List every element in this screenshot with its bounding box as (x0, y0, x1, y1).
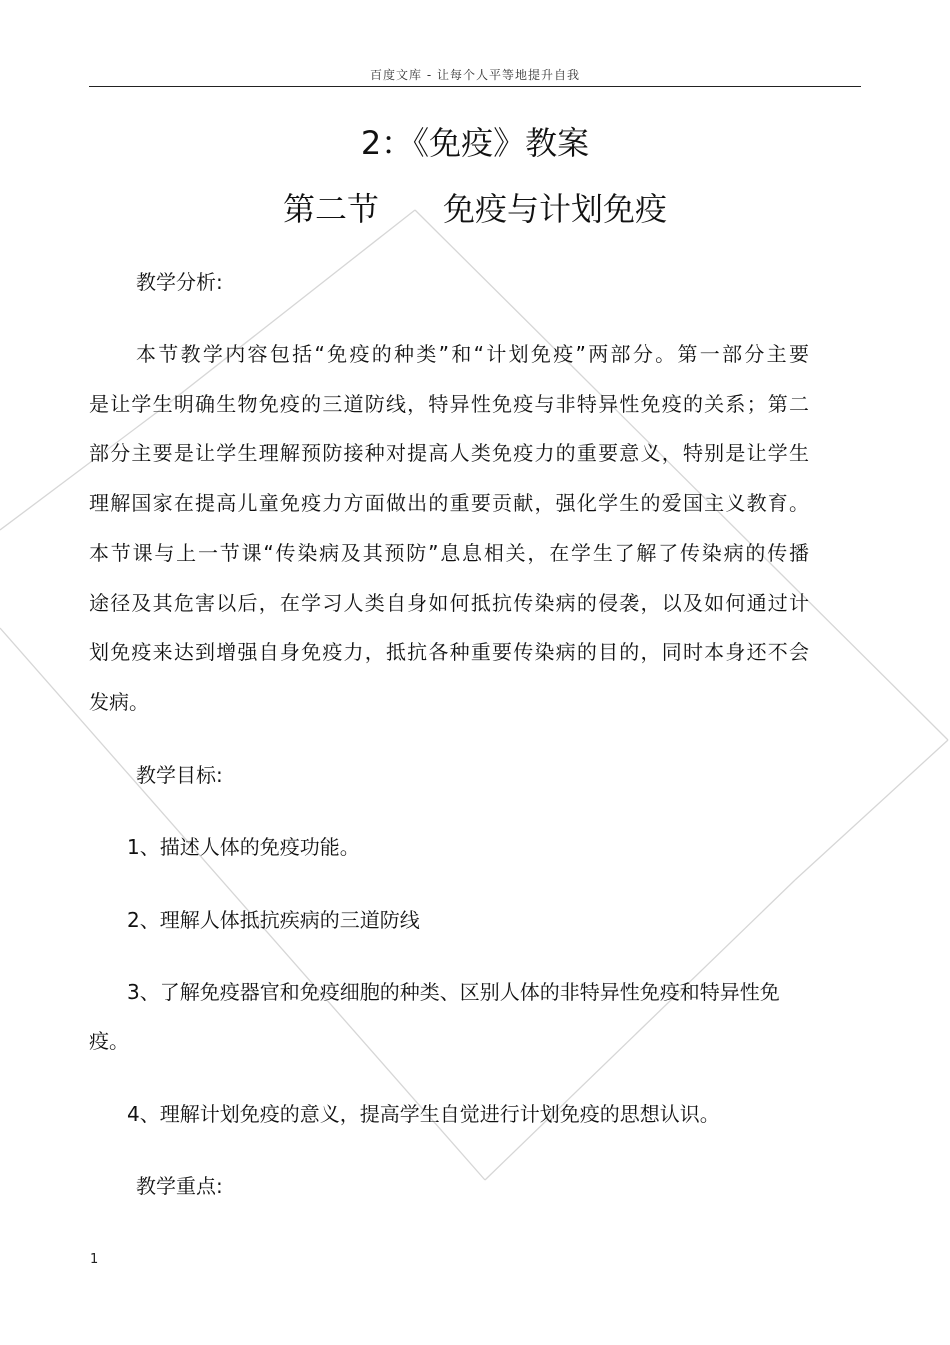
objectives-heading: 教学目标: (136, 763, 223, 787)
analysis-line-5: 本节课与上一节课“传染病及其预防”息息相关，在学生了解了传染病的传播 (89, 541, 809, 565)
objective-item-1: 1、描述人体的免疫功能。 (127, 835, 360, 859)
analysis-line-8: 发病。 (89, 690, 149, 714)
header-divider (89, 86, 861, 87)
document-title: 2：《免疫》教案 (360, 124, 590, 162)
page-number: 1 (90, 1252, 99, 1267)
analysis-line-7: 划免疫来达到增强自身免疫力，抵抗各种重要传染病的目的，同时本身还不会 (89, 640, 809, 664)
analysis-line-4: 理解国家在提高儿童免疫力方面做出的重要贡献，强化学生的爱国主义教育。 (89, 491, 809, 515)
key-points-heading: 教学重点: (136, 1174, 223, 1198)
analysis-line-6: 途径及其危害以后，在学习人类自身如何抵抗传染病的侵袭，以及如何通过计 (89, 591, 809, 615)
objective-item-3-continued: 疫。 (89, 1029, 129, 1053)
objective-item-3: 3、了解免疫器官和免疫细胞的种类、区别人体的非特异性免疫和特异性免 (127, 980, 780, 1004)
section-title (0, 184, 950, 230)
analysis-line-3: 部分主要是让学生理解预防接种对提高人类免疫力的重要意义，特别是让学生 (89, 441, 809, 465)
section-number: 第二节 (282, 190, 379, 228)
analysis-line-2: 是让学生明确生物免疫的三道防线，特异性免疫与非特异性免疫的关系；第二 (89, 392, 809, 416)
header-text: 百度文库 - 让每个人平等地提升自我 (370, 68, 580, 82)
analysis-line-1: 本节教学内容包括“免疫的种类”和“计划免疫”两部分。第一部分主要 (136, 342, 809, 366)
objective-item-4: 4、理解计划免疫的意义，提高学生自觉进行计划免疫的思想认识。 (127, 1102, 720, 1126)
analysis-heading: 教学分析: (136, 270, 223, 294)
section-name: 免疫与计划免疫 (443, 190, 668, 228)
objective-item-2: 2、理解人体抵抗疾病的三道防线 (127, 908, 420, 932)
